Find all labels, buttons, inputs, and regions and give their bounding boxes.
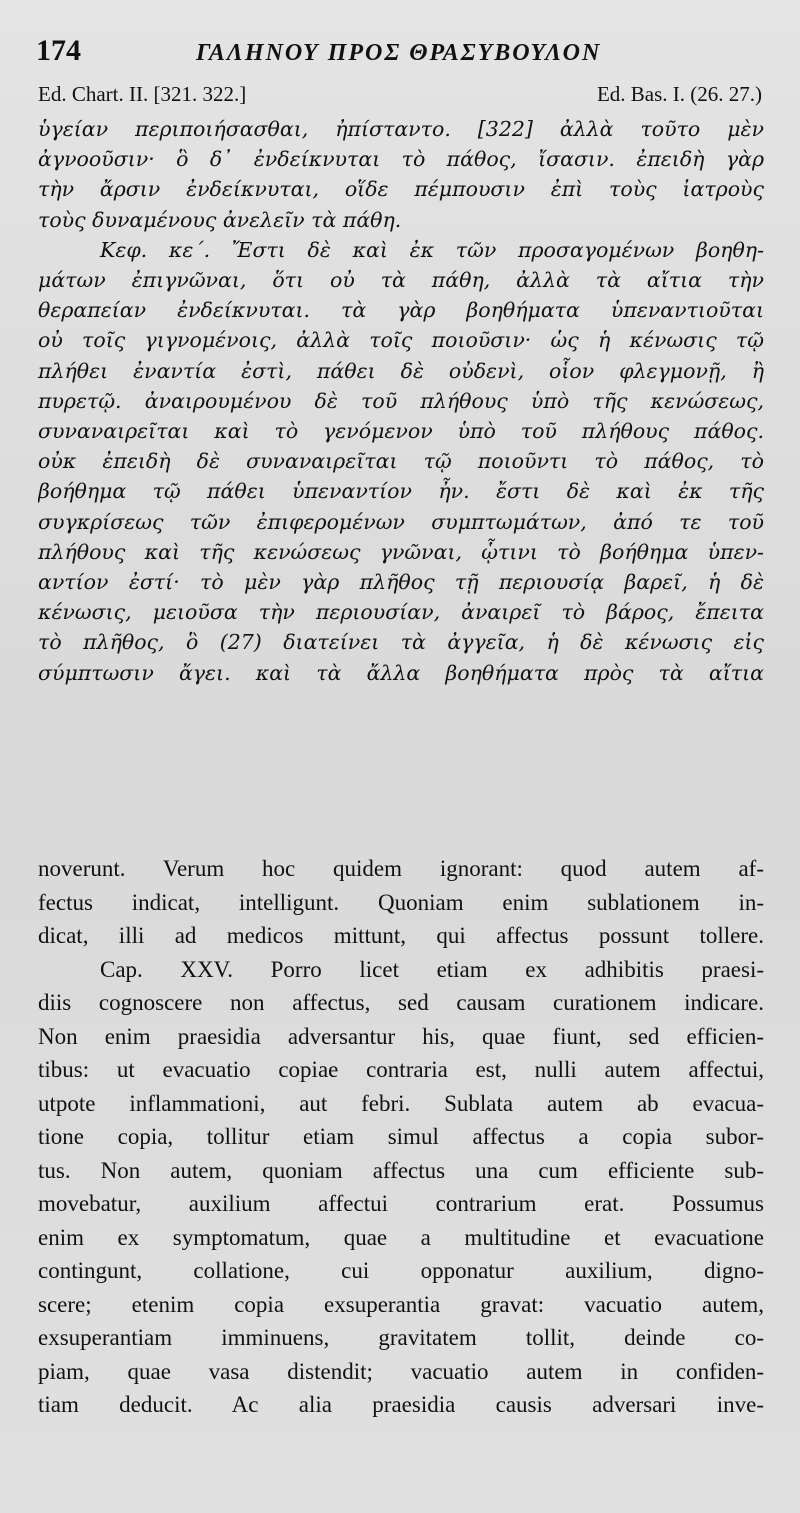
running-title: ΓΑΛΗΝΟΥ ΠΡΟΣ ΘΡΑΣΥΒΟΥΛΟΝ xyxy=(196,40,602,66)
greek-line: τὴν ἄρσιν ἐνδείκνυται, οἵδε πέμπουσιν ἐπὶ τοὺς ἰατροὺς xyxy=(38,177,764,202)
latin-line: Non enim praesidia adversantur his, quae fiunt, sed efficien- xyxy=(38,1023,764,1049)
greek-text-block xyxy=(38,114,764,688)
greek-line: κένωσις, μειοῦσα τὴν περιουσίαν, ἀναιρεῖ τὸ βάρος, ἔπειτα xyxy=(38,600,764,625)
latin-line: fectus indicat, intelligunt. Quoniam enim sublationem in- xyxy=(38,889,764,915)
latin-line: dicat, illi ad medicos mittunt, qui affectus possunt tollere. xyxy=(38,923,764,948)
page-header xyxy=(36,34,776,74)
greek-line: τὸ πλῆθος, ὃ (27) διατείνει τὰ ἀγγεῖα, ἡ δὲ κένωσις εἰς xyxy=(38,630,764,655)
latin-line: tiam deducit. Ac alia praesidia causis adversari inve- xyxy=(38,1392,764,1417)
edition-reference-right: Ed. Bas. I. (26. 27.) xyxy=(596,82,762,106)
greek-line: συναναιρεῖται καὶ τὸ γενόμενον ὑπὸ τοῦ πλήθους πάθος. xyxy=(38,419,764,444)
latin-line: tus. Non autem, quoniam affectus una cum efficiente sub- xyxy=(38,1157,764,1183)
greek-line: πλήθει ἐναντία ἐστὶ, πάθει δὲ οὐδενὶ, οἷον φλεγμονῇ, ἢ xyxy=(38,358,764,383)
latin-line: piam, quae vasa distendit; vacuatio autem in confiden- xyxy=(38,1358,764,1384)
latin-line: tibus: ut evacuatio copiae contraria est, nulli autem affectui, xyxy=(38,1057,764,1082)
latin-line: tione copia, tollitur etiam simul affectus a copia subor- xyxy=(38,1124,764,1149)
edition-reference-left: Ed. Chart. II. [321. 322.] xyxy=(38,82,247,106)
greek-line: ὑγείαν περιποιήσασθαι, ἠπίσταντο. [322] ἀλλὰ τοῦτο μὲν xyxy=(38,117,764,141)
latin-text-block xyxy=(38,852,764,1422)
greek-line: οὐκ ἐπειδὴ δὲ συναναιρεῖται τῷ ποιοῦντι τὸ πάθος, τὸ xyxy=(38,449,764,474)
greek-line: οὐ τοῖς γιγνομένοις, ἀλλὰ τοῖς ποιοῦσιν· ὡς ἡ κένωσις τῷ xyxy=(38,328,764,353)
latin-line: exsuperantiam imminuens, gravitatem tollit, deinde co- xyxy=(38,1325,764,1350)
latin-line: diis cognoscere non affectus, sed causam curationem indicare. xyxy=(38,990,764,1015)
latin-chapter-heading-line: Cap. XXV. Porro licet etiam ex adhibitis praesi- xyxy=(100,956,764,982)
page-number: 174 xyxy=(36,34,81,67)
greek-line: βοήθημα τῷ πάθει ὑπεναντίον ἦν. ἔστι δὲ καὶ ἐκ τῆς xyxy=(38,479,764,504)
latin-line: movebatur, auxilium affectui contrarium erat. Possumus xyxy=(38,1191,764,1216)
latin-line: utpote inflammationi, aut febri. Sublata autem ab evacua- xyxy=(38,1090,764,1116)
greek-line: πλήθους καὶ τῆς κενώσεως γνῶναι, ᾧτινι τὸ βοήθημα ὑπεν- xyxy=(38,539,764,564)
greek-line: ἀγνοοῦσιν· ὃ δ᾽ ἐνδείκνυται τὸ πάθος, ἴσασιν. ἐπειδὴ γὰρ xyxy=(38,147,764,172)
greek-line: συγκρίσεως τῶν ἐπιφερομένων συμπτωμάτων, ἀπό τε τοῦ xyxy=(38,509,764,534)
greek-line: τοὺς δυναμένους ἀνελεῖν τὰ πάθη. xyxy=(38,207,402,232)
latin-line: noverunt. Verum hoc quidem ignorant: quod autem af- xyxy=(38,856,764,881)
greek-line: μάτων ἐπιγνῶναι, ὅτι οὐ τὰ πάθη, ἀλλὰ τὰ αἴτια τὴν xyxy=(38,268,764,293)
greek-line: θεραπείαν ἐνδείκνυται. τὰ γὰρ βοηθήματα ὑπεναντιοῦται xyxy=(38,298,764,323)
latin-line: contingunt, collatione, cui opponatur auxilium, digno- xyxy=(38,1258,764,1283)
greek-line: σύμπτωσιν ἄγει. καὶ τὰ ἄλλα βοηθήματα πρὸς τὰ αἴτια xyxy=(38,660,764,685)
greek-line: αντίον ἐστί· τὸ μὲν γὰρ πλῆθος τῇ περιουσίᾳ βαρεῖ, ἡ δὲ xyxy=(38,570,764,595)
latin-line: scere; etenim copia exsuperantia gravat: vacuatio autem, xyxy=(38,1291,764,1317)
greek-chapter-heading-line: Κεφ. κε΄. Ἔστι δὲ καὶ ἐκ τῶν προσαγομένων βοηθη- xyxy=(100,237,764,262)
greek-line: πυρετῷ. ἀναιρουμένου δὲ τοῦ πλήθους ὑπὸ τῆς κενώσεως, xyxy=(38,388,764,413)
latin-line: enim ex symptomatum, quae a multitudine et evacuatione xyxy=(38,1224,764,1250)
